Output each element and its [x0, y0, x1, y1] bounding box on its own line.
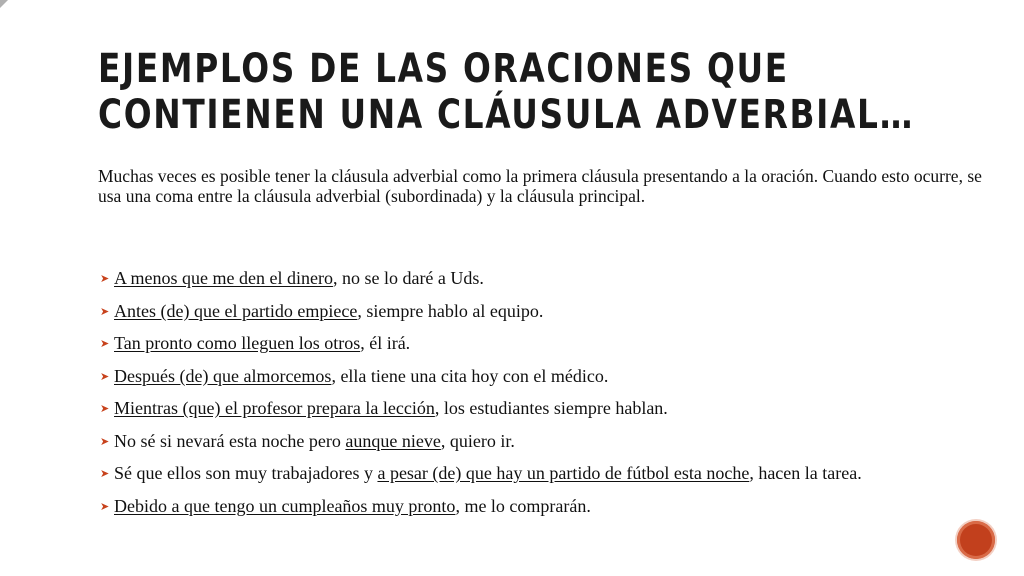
arrow-right-icon: ➤	[100, 499, 110, 513]
sentence-end: , me lo comprarán.	[455, 495, 591, 516]
adverbial-clause: a pesar (de) que hay un partido de fútbol esta noche	[377, 463, 750, 483]
list-item	[100, 462, 990, 484]
intro-paragraph: Muchas veces es posible tener la cláusula adverbial como la primera cláusula presentando a la oración. Cuando esto ocurre, se usa una coma entre la cláusula adverbial (subordinada) y la cláusula principal.	[98, 166, 982, 206]
list-item	[100, 365, 990, 387]
arrow-right-icon: ➤	[100, 337, 110, 350]
slide-title-line-1: EJEMPLOS DE LAS ORACIONES QUE	[98, 46, 789, 92]
adverbial-clause: Debido a que tengo un cumpleaños muy pronto	[114, 495, 456, 516]
slide-number-circle	[957, 521, 995, 559]
sentence-end: , él irá.	[360, 333, 411, 353]
list-item	[100, 300, 990, 322]
sentence-end: , ella tiene una cita hoy con el médico.	[331, 365, 609, 386]
sentence-end: , no se lo daré a Uds.	[332, 268, 484, 288]
arrow-right-icon: ➤	[100, 369, 110, 383]
slide-title	[98, 46, 915, 138]
slide-title-line-2: CONTIENEN UNA CLÁUSULA ADVERBIAL…	[98, 92, 915, 138]
adverbial-clause: aunque nieve	[345, 430, 441, 451]
list-item	[100, 397, 990, 419]
arrow-right-icon: ➤	[100, 467, 110, 480]
sentence-end: , hacen la tarea.	[749, 463, 862, 483]
sentence-start: Sé que ellos son muy trabajadores y	[114, 463, 378, 483]
adverbial-clause: Antes (de) que el partido empiece	[114, 300, 358, 321]
example-list	[100, 267, 990, 527]
list-item	[100, 332, 990, 354]
sentence-end: , quiero ir.	[440, 430, 515, 451]
sentence-end: , siempre hablo al equipo.	[357, 300, 544, 321]
adverbial-clause: Mientras (que) el profesor prepara la lección	[114, 398, 435, 418]
adverbial-clause: Después (de) que almorcemos	[114, 365, 332, 386]
sentence-end: , los estudiantes siempre hablan.	[434, 398, 668, 418]
list-item	[100, 430, 990, 452]
list-item	[100, 495, 990, 517]
arrow-right-icon: ➤	[100, 272, 110, 285]
sentence-start: No sé si nevará esta noche pero	[114, 430, 346, 451]
adverbial-clause: A menos que me den el dinero	[114, 268, 333, 288]
arrow-right-icon: ➤	[100, 402, 110, 415]
list-item	[100, 267, 990, 289]
adverbial-clause: Tan pronto como lleguen los otros	[114, 333, 361, 353]
arrow-right-icon: ➤	[100, 434, 110, 448]
corner-decoration	[0, 0, 8, 8]
arrow-right-icon: ➤	[100, 304, 110, 318]
